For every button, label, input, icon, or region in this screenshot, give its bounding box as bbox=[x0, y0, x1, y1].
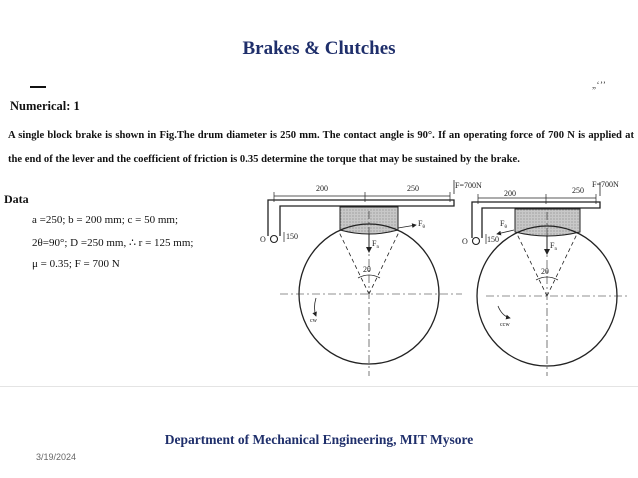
divider bbox=[0, 386, 638, 387]
numerical-heading: Numerical: 1 bbox=[10, 99, 80, 113]
left-dim-250: 250 bbox=[407, 184, 419, 193]
left-rotation-label: cw bbox=[310, 318, 317, 324]
slide-date: 3/19/2024 bbox=[36, 452, 77, 462]
right-force-label: F=700N bbox=[592, 180, 619, 189]
right-pivot-label: O bbox=[462, 237, 468, 246]
right-dim-200: 200 bbox=[504, 189, 516, 198]
right-ft-label: $F_\theta$ bbox=[500, 219, 507, 230]
left-dim-150: 150 bbox=[286, 232, 298, 241]
data-line-3: μ = 0.35; F = 700 N bbox=[32, 258, 120, 270]
left-ft-label: $F_\theta$ bbox=[418, 219, 425, 230]
right-pivot-icon bbox=[473, 238, 480, 245]
right-brake-diagram bbox=[472, 182, 630, 376]
left-theta-label: 2θ bbox=[363, 265, 371, 274]
left-brake-diagram bbox=[268, 180, 462, 376]
left-pivot-label: O bbox=[260, 235, 266, 244]
left-dim-200: 200 bbox=[316, 184, 328, 193]
right-dim-250: 250 bbox=[572, 186, 584, 195]
brake-diagram bbox=[250, 176, 638, 386]
data-heading: Data bbox=[4, 192, 29, 206]
left-pivot-icon bbox=[271, 236, 278, 243]
left-fn-label: $F_n$ bbox=[372, 239, 379, 250]
slide-title: Brakes & Clutches bbox=[242, 38, 396, 59]
right-rotation-label: ccw bbox=[500, 322, 510, 328]
left-force-label: F=700N bbox=[455, 181, 482, 190]
data-line-2: 2θ=90°; D =250 mm, ∴ r = 125 mm; bbox=[32, 237, 194, 249]
problem-statement: A single block brake is shown in Fig.The drum diameter is 250 mm. The contact angle is 90°. If an operating force of 700 N is applied at the end of the lever and the coefficient of friction is 0.35 determine the torque that may be sustained by the brake. bbox=[8, 130, 634, 165]
data-line-1: a =250; b = 200 mm; c = 50 mm; bbox=[32, 214, 179, 226]
right-dim-150: 150 bbox=[487, 235, 499, 244]
corner-mark: „‘’’ bbox=[592, 80, 607, 90]
decorative-dash bbox=[30, 86, 46, 88]
right-fn-label: $F_n$ bbox=[550, 241, 557, 252]
right-theta-label: 2θ bbox=[541, 267, 549, 276]
footer-department: Department of Mechanical Engineering, MIT Mysore bbox=[164, 432, 474, 447]
